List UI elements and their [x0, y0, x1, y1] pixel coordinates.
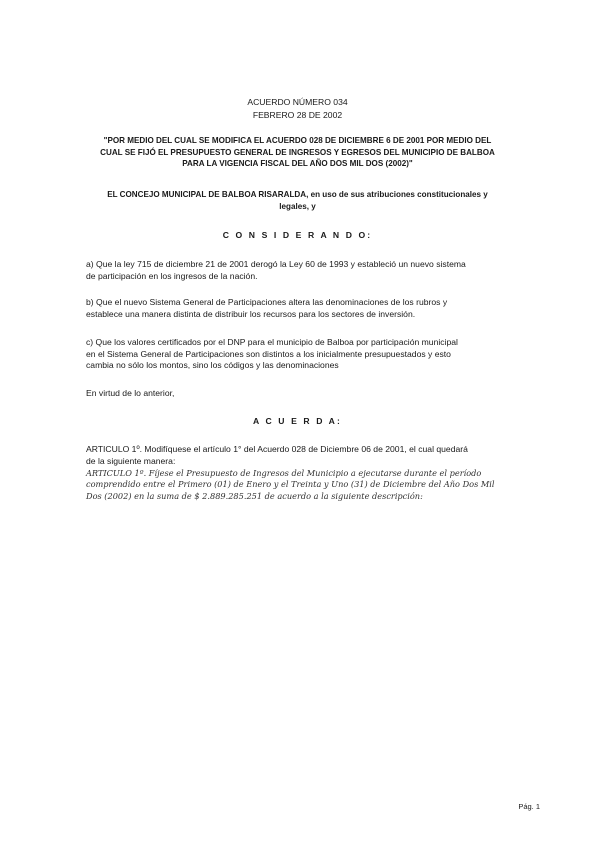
document-date: FEBRERO 28 DE 2002: [252, 110, 343, 120]
document-title: ACUERDO NÚMERO 034: [247, 97, 348, 107]
considerando-c-line-3: cambia no sólo los montos, sino los códigos y las denominaciones: [86, 360, 339, 370]
council-line-2: legales, y: [279, 201, 316, 211]
considerando-heading: C O N S I D E R A N D O:: [222, 230, 373, 240]
page-number: Pág. 1: [518, 802, 540, 811]
considerando-item-c: [86, 337, 510, 372]
council-line-1: EL CONCEJO MUNICIPAL DE BALBOA RISARALDA, en uso de sus atribuciones constitucionales y: [107, 190, 488, 199]
article-1-quoted-line-1: ARTICULO 1º. Fíjese el Presupuesto de Ingresos del Municipio a ejecutarse durante el período: [86, 468, 482, 478]
virtud-text: En virtud de lo anterior,: [86, 388, 175, 398]
subject-line-3: PARA LA VIGENCIA FISCAL DEL AÑO DOS MIL DOS (2002)": [182, 159, 413, 168]
acuerda-heading: A C U E R D A:: [253, 416, 342, 426]
considerando-b-line-2: establece una manera distinta de distribuir los recursos para los sectores de inversión.: [86, 308, 416, 319]
subject-line-1: "POR MEDIO DEL CUAL SE MODIFICA EL ACUERDO 028 DE DICIEMBRE 6 DE 2001 POR MEDIO DEL: [103, 136, 492, 145]
article-1-line-2: de la siguiente manera:: [86, 455, 176, 466]
article-1-quoted-line-3: Dos (2002) en la suma de $ 2.889.285.251 de acuerdo a la siguiente descripción:: [86, 490, 423, 501]
article-1: [86, 444, 510, 467]
considerando-c-line-2: en el Sistema General de Participaciones son distintos a los inicialmente presupuestados y esto: [86, 348, 451, 359]
considerando-c-line-1: c) Que los valores certificados por el DNP para el municipio de Balboa por participación municipal: [86, 337, 458, 347]
considerando-b-line-1: b) Que el nuevo Sistema General de Participaciones altera las denominaciones de los rubros y: [86, 297, 448, 307]
article-1-line-1: ARTICULO 1º. Modifíquese el artículo 1° del Acuerdo 028 de Diciembre 06 de 2001, el cual quedará: [86, 444, 468, 454]
considerando-a-line-1: a) Que la ley 715 de diciembre 21 de 2001 derogó la Ley 60 de 1993 y estableció un nuevo sistema: [86, 259, 466, 269]
considerando-a-line-2: de participación en los ingresos de la nación.: [86, 270, 258, 281]
considerando-item-a: [86, 259, 510, 282]
article-1-quoted-line-2: comprendido entre el Primero (01) de Enero y el Treinta y Uno (31) de Diciembre del Año Dos Mil: [86, 479, 495, 490]
considerando-item-b: [86, 297, 510, 320]
subject-line-2: CUAL SE FIJÓ EL PRESUPUESTO GENERAL DE INGRESOS Y EGRESOS DEL MUNICIPIO DE BALBOA: [100, 147, 495, 157]
article-1-quoted: [86, 468, 510, 502]
